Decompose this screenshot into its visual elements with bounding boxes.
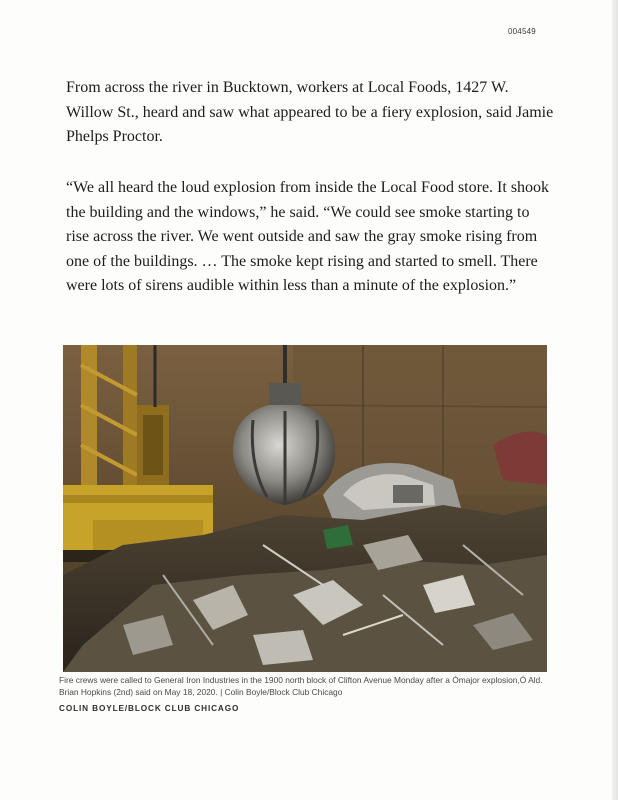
article-paragraph-1: From across the river in Bucktown, workers at Local Foods, 1427 W. Willow St., heard and saw what appeared to be a fiery explosion, said Jamie Phelps Proctor.	[66, 79, 554, 145]
bates-number: 004549	[508, 27, 536, 36]
photo-credit: COLIN BOYLE/BLOCK CLUB CHICAGO	[59, 704, 240, 713]
page-edge-shadow	[612, 0, 618, 800]
photo-caption: Fire crews were called to General Iron Industries in the 1900 north block of Clifton Avenue Monday after a Ómajor explosion,Ó Ald. Brian Hopkins (2nd) said on May 18, 2020. | Colin Boyle/Block Club Chicago	[59, 675, 543, 697]
scrapyard-photo	[63, 345, 547, 672]
article-paragraph-2: “We all heard the loud explosion from inside the Local Food store. It shook the building and the windows,” he said. “We could see smoke starting to rise across the river. We went outside and saw the gray smoke rising from one of the buildings. … The smoke kept rising and started to smell. There were lots of sirens audible within less than a minute of the explosion.”	[66, 179, 550, 294]
